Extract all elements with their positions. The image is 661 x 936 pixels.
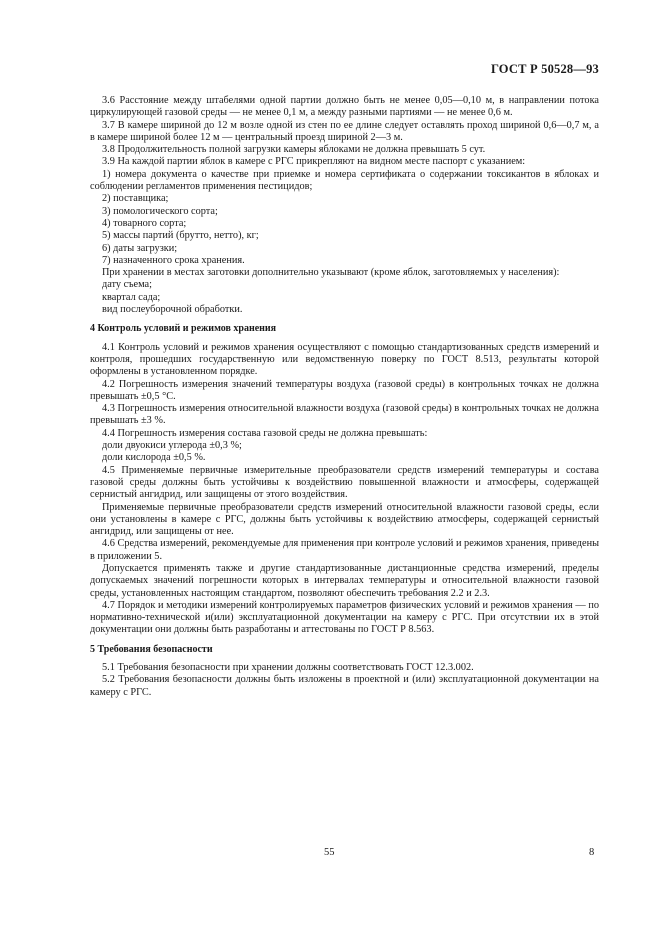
paragraph-4-1: 4.1 Контроль условий и режимов хранения осуществляют с помощью стандартизованных средств измерений и контроля, прошедших государственную или ведомственную поверку по ГОСТ 8.513, результаты которой оформлены в установленном порядке. — [90, 341, 599, 378]
page-number: 55 — [324, 847, 335, 858]
paragraph-4-6: 4.6 Средства измерений, рекомендуемые для применения при контроле условий и режимов хранения, приведены в приложении 5. — [90, 538, 599, 562]
gas-item: доли кислорода ±0,5 %. — [102, 452, 206, 464]
paragraph-5-2: 5.2 Требования безопасности должны быть изложены в проектной и (или) эксплуатационной документации на камеру с РГС. — [90, 674, 599, 698]
storage-item: вид послеуборочной обработки. — [102, 304, 243, 316]
paragraph-4-7: 4.7 Порядок и методики измерений контролируемых параметров физических условий и режимов хранения — по нормативно-технической и(или) эксплуатационной документации на камеру с РГС. При отсутствии их в этой документации они должны быть разработаны и аттестованы по ГОСТ Р 8.563. — [90, 599, 599, 636]
section-5-heading: 5 Требования безопасности — [90, 643, 213, 655]
list-item: 6) даты загрузки; — [102, 242, 178, 254]
storage-item: дату съема; — [102, 279, 152, 291]
paragraph-3-9: 3.9 На каждой партии яблок в камере с РГС прикрепляют на видном месте паспорт с указанием: — [102, 156, 526, 168]
list-item: 2) поставщика; — [102, 193, 169, 205]
paragraph-4-4: 4.4 Погрешность измерения состава газовой среды не должна превышать: — [102, 427, 428, 439]
gas-item: доли двуокиси углерода ±0,3 %; — [102, 440, 242, 452]
paragraph-4-3: 4.3 Погрешность измерения относительной влажности воздуха (газовой среды) в контрольных точках не должна превышать ±3 %. — [90, 403, 599, 427]
list-item: 5) массы партий (брутто, нетто), кг; — [102, 230, 259, 242]
paragraph-4-6-b: Допускается применять также и другие стандартизованные дистанционные средства измерений, пределы допускаемых значений погрешности которых в интервалах температуры и относительной влажности газовой среды, установленных настоящим стандартом, позволяют обеспечить требования 2.2 и 2.3. — [90, 562, 599, 599]
paragraph-4-5: 4.5 Применяемые первичные измерительные преобразователи средств измерений температуры и состава газовой среды должны быть устойчивы к воздействию повышенной влажности и атмосферы, содержащей сернистый ангидрид, или защищены от этого воздействия. — [90, 464, 599, 501]
paragraph-5-1: 5.1 Требования безопасности при хранении должны соответствовать ГОСТ 12.3.002. — [102, 662, 474, 674]
paragraph-3-6: 3.6 Расстояние между штабелями одной партии должно быть не менее 0,05—0,10 м, в направлении потока циркулирующей газовой среды — не менее 0,1 м, а между разными партиями — не менее 0,6 м. — [90, 95, 599, 119]
storage-note: При хранении в местах заготовки дополнительно указывают (кроме яблок, заготовляемых у населения): — [102, 267, 560, 279]
paragraph-4-2: 4.2 Погрешность измерения значений температуры воздуха (газовой среды) в контрольных точках не должна превышать ±0,5 °С. — [90, 378, 599, 402]
list-item: 7) назначенного срока хранения. — [102, 254, 245, 266]
paragraph-4-5-b: Применяемые первичные преобразователи средств измерений относительной влажности газовой среды, если они установлены в камере с РГС, должны быть устойчивы к воздействию атмосферы, содержащей сернистый ангидрид, или защищены от нее. — [90, 501, 599, 538]
paragraph-3-7: 3.7 В камере шириной до 12 м возле одной из стен по ее длине следует оставлять проход шириной 0,6—0,7 м, а в камере шириной более 12 м — центральный проезд шириной 2—3 м. — [90, 119, 599, 143]
section-4-heading: 4 Контроль условий и режимов хранения — [90, 323, 277, 335]
storage-item: квартал сада; — [102, 291, 161, 303]
document-header: ГОСТ Р 50528—93 — [490, 62, 599, 76]
paragraph-3-8: 3.8 Продолжительность полной загрузки камеры яблоками не должна превышать 5 сут. — [102, 144, 486, 156]
sheet-number: 8 — [589, 847, 595, 858]
list-item: 3) помологического сорта; — [102, 205, 218, 217]
document-body — [90, 95, 599, 699]
list-item: 1) номера документа о качестве при приемке и номера сертификата о содержании токсикантов в яблоках и соблюдении регламентов применения пестицидов; — [90, 168, 599, 193]
list-item: 4) товарного сорта; — [102, 217, 187, 229]
